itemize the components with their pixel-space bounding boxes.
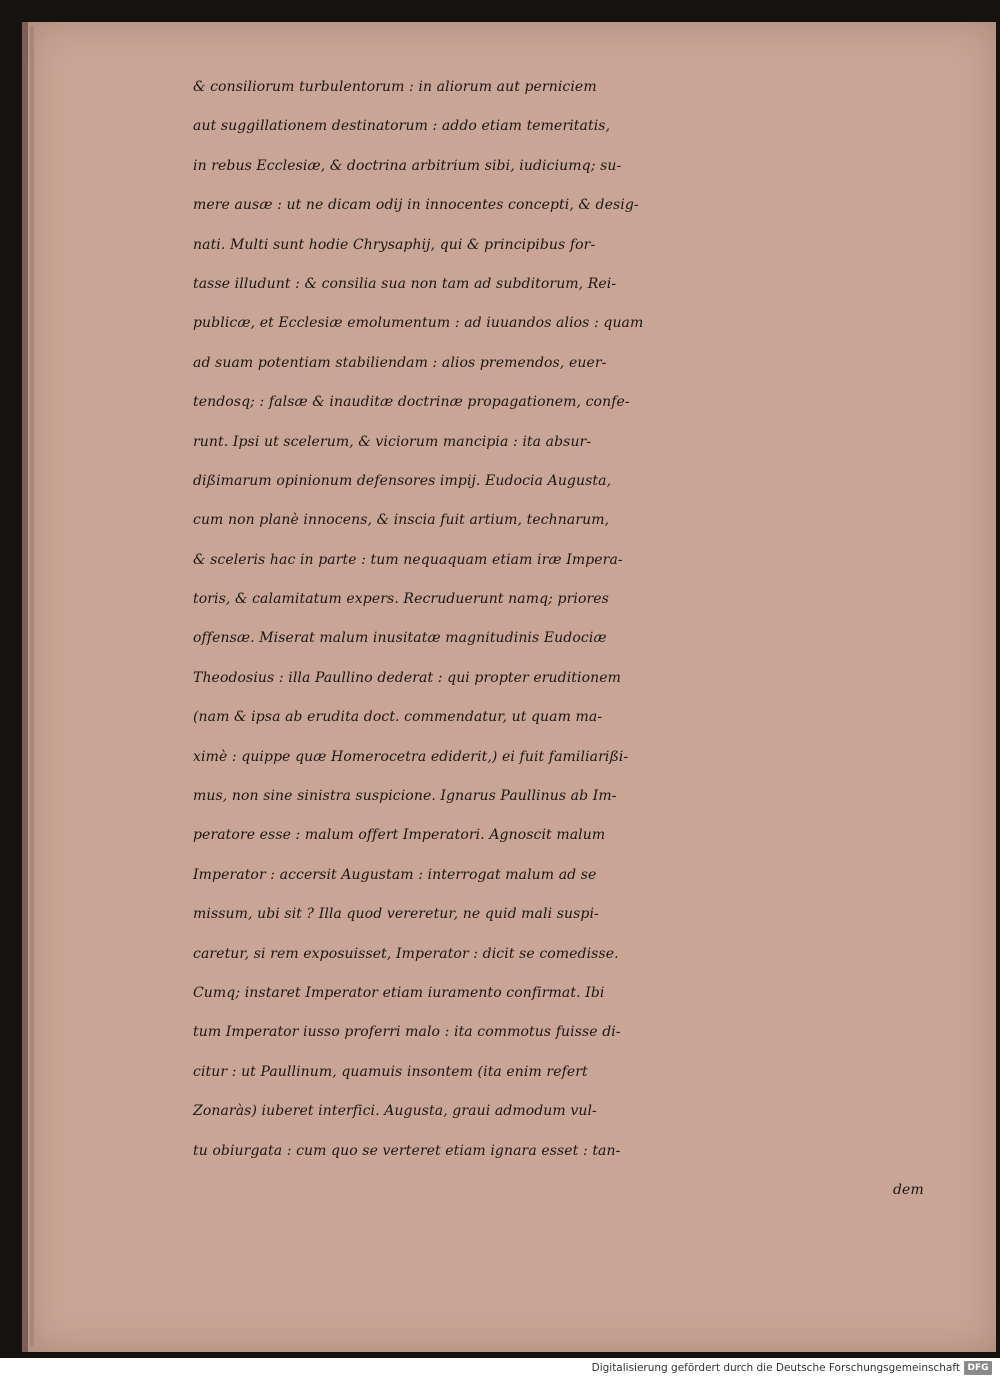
text-line: ximè : quippe quæ Homerocetra ediderit,) ei fuit familiarißi- [193, 748, 629, 765]
page-gutter-edge [30, 26, 34, 1346]
text-line: tu obiurgata : cum quo se verteret etiam ignara esset : tan- [193, 1142, 621, 1159]
text-line: tasse illudunt : & consilia sua non tam ad subditorum, Rei- [193, 275, 617, 292]
text-line: Cumq; instaret Imperator etiam iuramento confirmat. Ibi [193, 984, 605, 1001]
text-line: missum, ubi sit ? Illa quod vereretur, ne quid mali suspi- [193, 906, 599, 923]
text-line: cum non planè innocens, & inscia fuit artium, technarum, [193, 512, 610, 529]
text-line: mere ausæ : ut ne dicam odij in innocentes concepti, & desig- [193, 197, 639, 214]
text-line: runt. Ipsi ut scelerum, & viciorum mancipia : ita absur- [193, 433, 592, 450]
text-line: tum Imperator iusso proferri malo : ita commotus fuisse di- [193, 1024, 621, 1041]
text-line: mus, non sine sinistra suspicione. Ignarus Paullinus ab Im- [193, 788, 617, 805]
text-line: offensæ. Miserat malum inusitatæ magnitudinis Eudociæ [193, 630, 607, 647]
catchword: dem [893, 1181, 924, 1198]
text-line: dißimarum opinionum defensores impij. Eudocia Augusta, [193, 472, 612, 489]
text-line: toris, & calamitatum expers. Recruduerunt namq; priores [193, 591, 609, 608]
text-line: ad suam potentiam stabiliendam : alios premendos, euer- [193, 354, 607, 371]
text-line: Zonaràs) iuberet interfici. Augusta, graui admodum vul- [193, 1103, 597, 1120]
text-line: tendosq; : falsæ & inauditæ doctrinæ propagationem, confe- [193, 394, 630, 411]
text-line: citur : ut Paullinum, quamuis insontem (ita enim refert [193, 1063, 588, 1080]
text-line: publicæ, et Ecclesiæ emolumentum : ad iuuandos alios : quam [193, 315, 644, 332]
text-line: aut suggillationem destinatorum : addo etiam temeritatis, [193, 118, 611, 135]
text-line: Theodosius : illa Paullino dederat : qui propter eruditionem [193, 669, 621, 686]
text-line: Imperator : accersit Augustam : interrogat malum ad se [193, 866, 597, 883]
text-line: nati. Multi sunt hodie Chrysaphij, qui & principibus for- [193, 236, 596, 253]
body-text [193, 68, 973, 1210]
text-line: peratore esse : malum offert Imperatori. Agnoscit malum [193, 827, 606, 844]
dfg-logo: DFG [964, 1361, 992, 1375]
text-line: (nam & ipsa ab erudita doct. commendatur, ut quam ma- [193, 709, 603, 726]
text-line: & consiliorum turbulentorum : in aliorum aut perniciem [193, 79, 597, 95]
text-line: in rebus Ecclesiæ, & doctrina arbitrium sibi, iudiciumq; su- [193, 157, 622, 174]
funding-credit: Digitalisierung gefördert durch die Deutsche Forschungsgemeinschaft [591, 1362, 960, 1374]
text-line: caretur, si rem exposuisset, Imperator : dicit se comedisse. [193, 945, 619, 962]
text-line: & sceleris hac in parte : tum nequaquam etiam iræ Impera- [193, 551, 623, 568]
